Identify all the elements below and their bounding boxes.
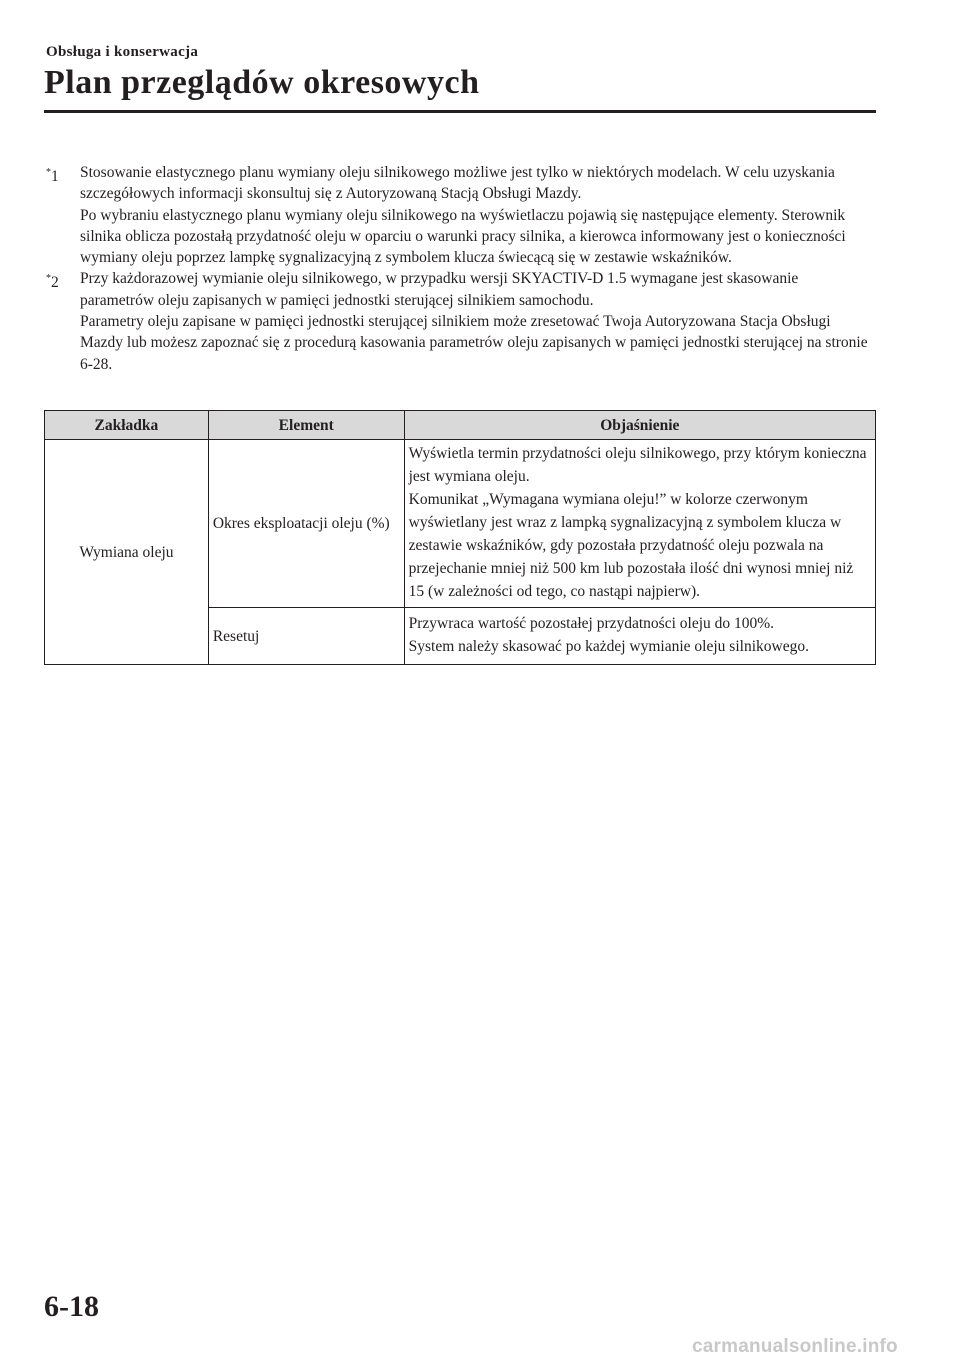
footnote-paragraph: Przy każdorazowej wymianie oleju silnikowego, w przypadku wersji SKYACTIV-D 1.5 wymagane jest skasowanie parametrów oleju zapisanych w pamięci jednostki sterującej silnikiem samochodu.	[80, 270, 799, 309]
explanation-paragraph: System należy skasować po każdej wymianie oleju silnikowego.	[408, 638, 809, 655]
element-cell: Resetuj	[208, 608, 404, 665]
site-watermark: carmanualsonline.info	[692, 1336, 898, 1357]
table-header-row	[45, 411, 876, 440]
page-number: 6-18	[44, 1290, 99, 1323]
footnotes	[46, 162, 876, 375]
explanation-paragraph: Wyświetla termin przydatności oleju silnikowego, przy którym konieczna jest wymiana oleju.	[408, 445, 867, 485]
explanation-cell	[404, 440, 875, 608]
element-cell: Okres eksploatacji oleju (%)	[208, 440, 404, 608]
title-divider	[44, 110, 876, 113]
footnote-marker	[46, 162, 80, 268]
footnote-marker	[46, 268, 80, 374]
footnote-paragraph: Stosowanie elastycznego planu wymiany oleju silnikowego możliwe jest tylko w niektórych modelach. W celu uzyskania szczegółowych informacji skonsultuj się z Autoryzowaną Stacją Obsługi Mazdy.	[80, 164, 835, 203]
footnote-body	[80, 268, 876, 374]
footnote-number: 1	[51, 168, 59, 185]
page-title: Plan przeglądów okresowych	[44, 64, 480, 101]
tab-cell: Wymiana oleju	[45, 440, 209, 665]
column-header-element: Element	[208, 411, 404, 440]
footnote-paragraph: Parametry oleju zapisane w pamięci jednostki sterującej silnikiem może zresetować Twoja Autoryzowana Stacja Obsługi Mazdy lub możesz zapoznać się z procedurą kasowania parametrów oleju zapisanych w pamięci jednostki sterującej na stronie 6-28.	[80, 313, 868, 373]
maintenance-table	[44, 410, 876, 665]
explanation-paragraph: Komunikat „Wymagana wymiana oleju!” w kolorze czerwonym wyświetlany jest wraz z lampką sygnalizacyjną z symbolem klucza w zestawie wskaźników, gdy pozostała przydatność oleju pozwala na przejechanie mniej niż 500 km lub pozostała ilość dni wynosi mniej niż 15 (w zależności od tego, co nastąpi najpierw).	[408, 491, 854, 600]
footnote-2	[46, 268, 876, 374]
table-row	[45, 440, 876, 608]
section-label: Obsługa i konserwacja	[46, 44, 199, 60]
explanation-cell	[404, 608, 875, 665]
asterisk-mark: *	[46, 167, 51, 178]
footnote-body	[80, 162, 876, 268]
footnote-1	[46, 162, 876, 268]
column-header-explanation: Objaśnienie	[404, 411, 875, 440]
footnote-number: 2	[51, 274, 59, 292]
explanation-paragraph: Przywraca wartość pozostałej przydatności oleju do 100%.	[408, 615, 775, 632]
column-header-tab: Zakładka	[45, 411, 209, 440]
footnote-paragraph: Po wybraniu elastycznego planu wymiany oleju silnikowego na wyświetlaczu pojawią się następujące elementy. Sterownik silnika oblicza pozostałą przydatność oleju w oparciu o warunki pracy silnika, a kierowca informowany jest o konieczności wymiany oleju poprzez lampkę sygnalizacyjną z symbolem klucza świecącą się w zestawie wskaźników.	[80, 206, 846, 267]
asterisk-mark: *	[46, 273, 51, 285]
